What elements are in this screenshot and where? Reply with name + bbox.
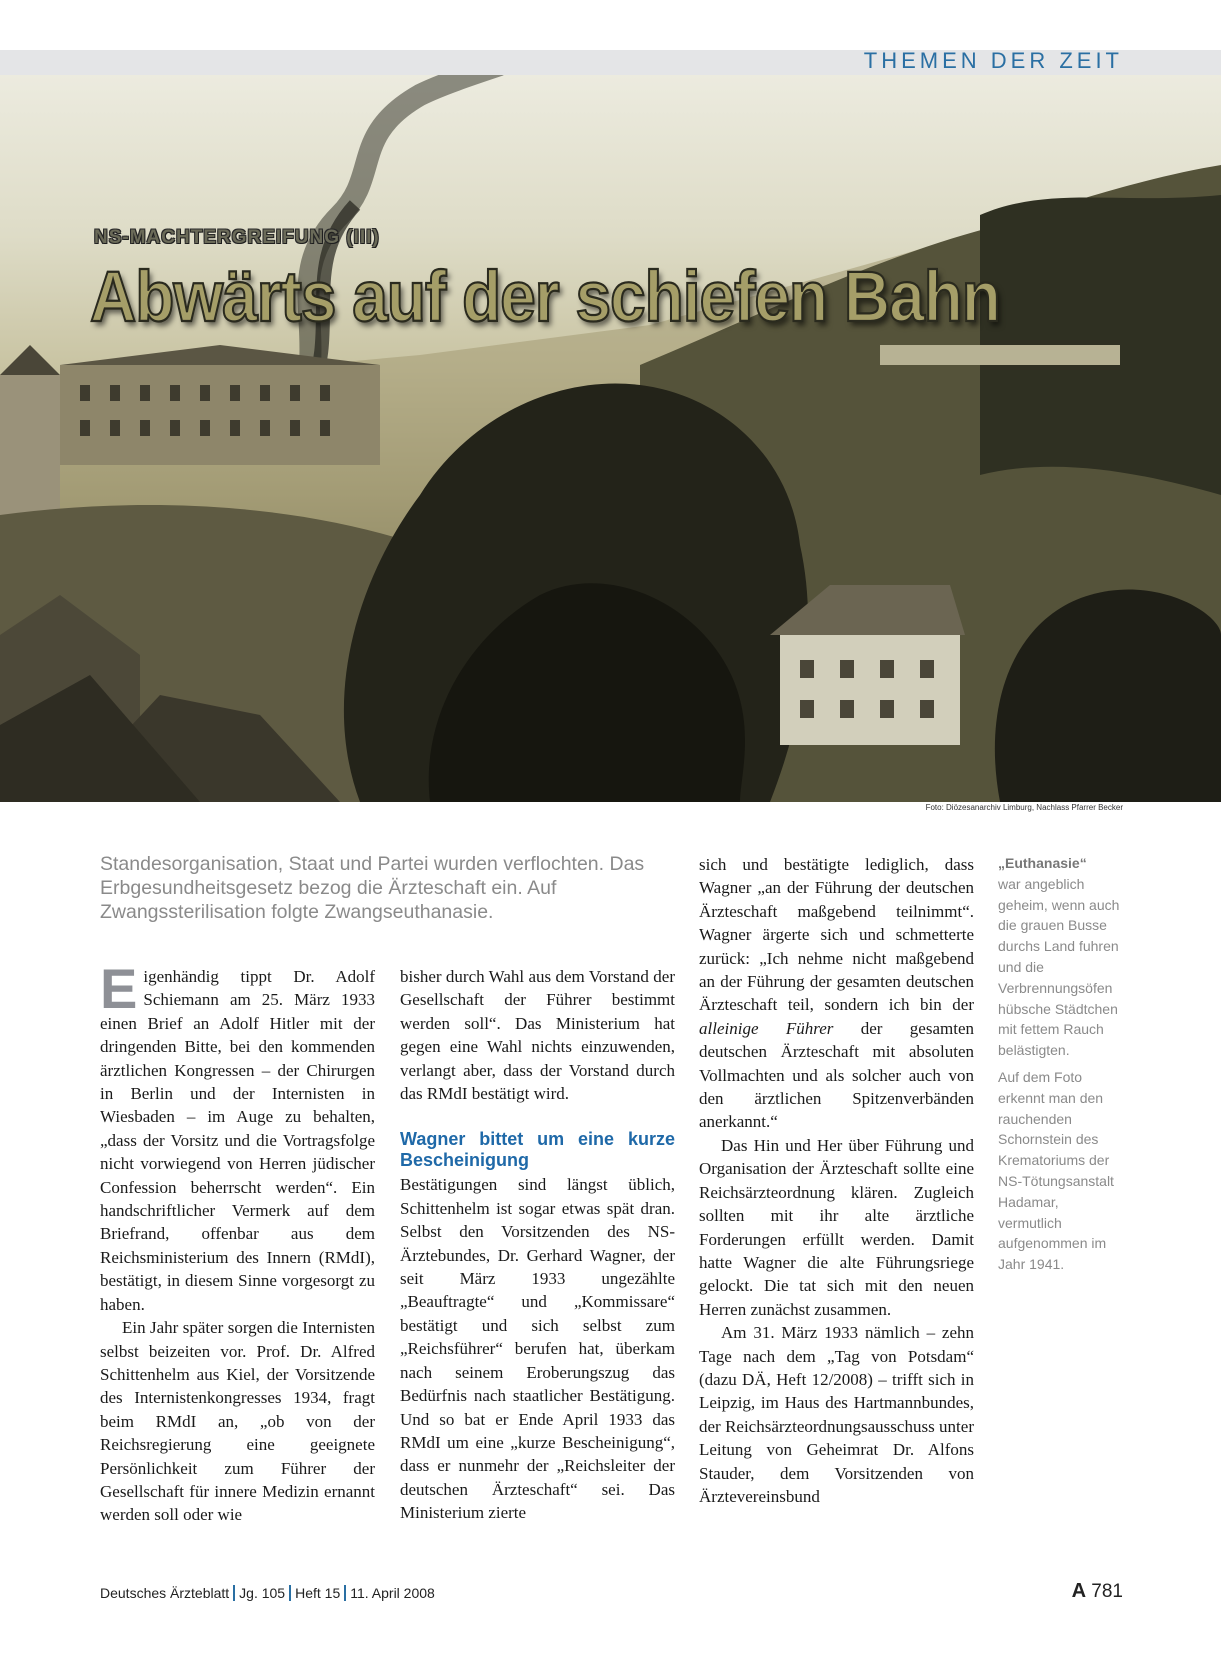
article-paragraph: Am 31. März 1933 nämlich – zehn Tage nach dem „Tag von Potsdam“ (dazu DÄ, Heft 12/2008) – trifft sich in Leipzig, im Haus des Hartmannbundes, der Reichsärzteordnungsausschuss unter Leitung von Geheimrat Dr. Alfons Stauder, dem Vorsitzenden von Ärztevereinsbund [699,1323,974,1506]
subheading: Wagner bittet um eine kurze Bescheinigung [400,1129,675,1171]
section-label: THEMEN DER ZEIT [863,48,1123,73]
article-paragraph: bisher durch Wahl aus dem Vorstand der Gesellschaft der Führer bestimmt werden soll“. Das Ministerium hat gegen eine Wahl nichts einzuwenden, verlangt aber, dass der Vorstand durch das RMdI bestätigt wird. [400,967,675,1104]
paragraph-text: sich und bestätigte lediglich, dass Wagner „an der Führung der deutschen Ärzteschaft maßgebend teilnimmt“. Wagner ärgerte sich und schmetterte zurück: „Ich nehme nicht maßgebend an der Führung der gesamten deutschen Ärzteschaft teil, sondern ich bin der [699,855,974,1015]
page-number [1072,1580,1123,1603]
drop-cap: E [100,957,138,1020]
footer-separator [344,1585,346,1601]
footer-separator [289,1585,291,1601]
article-column-1 [100,957,375,1527]
footer-separator [233,1585,235,1601]
footer-citation [100,1585,435,1601]
page-prefix: A [1071,1580,1087,1602]
hero-photo [0,75,1221,802]
sidebar-caption [998,853,1126,1281]
article-paragraph [699,853,974,1134]
page-number-value: 781 [1091,1581,1123,1602]
article-paragraph: Das Hin und Her über Führung und Organisation der Ärzteschaft sollte eine Reichsärzteordnung klären. Zugleich sollten mit ihr alte ärztliche Forderungen erfüllt werden. Damit hatte Wagner die alte Führungsriege gelockt. Die tat sich mit den neuen Herren zunächst zusammen. [699,1135,974,1319]
article-paragraph: Ein Jahr später sorgen die Internisten selbst beizeiten vor. Prof. Dr. Alfred Schittenhelm aus Kiel, der Vorsitzende des Internistenkongresses 1934, fragt beim RMdI an, „ob von der Reichsregierung eine geeignete Persönlichkeit zum Führer der Gesellschaft für innere Medizin ernannt werden soll oder wie [100,1318,375,1525]
journal-name: Deutsches Ärzteblatt [100,1585,230,1601]
hero-illustration [0,75,1221,802]
article-column-3 [699,853,974,1508]
lead-paragraph: Standesorganisation, Staat und Partei wurden verflochten. Das Erbgesundheitsgesetz bezog die Ärzteschaft ein. Auf Zwangssterilisation folgte Zwangseuthanasie. [100,853,645,923]
journal-date: 11. April 2008 [350,1585,435,1601]
paragraph-text: der gesamten deutschen Ärzteschaft mit absoluten Vollmachten und als solcher auch von den ärztlichen Spitzenverbänden anerkannt.“ [699,1018,974,1132]
kicker: NS-MACHTERGREIFUNG (III) [94,227,380,248]
article-paragraph [100,957,375,1316]
photo-credit: Foto: Diözesanarchiv Limburg, Nachlass Pfarrer Becker [925,803,1123,812]
sidebar-title: „Euthanasie“ [998,855,1087,871]
journal-volume: Jg. 105 [239,1585,286,1601]
headline: Abwärts auf der schiefen Bahn [90,256,1000,337]
journal-issue: Heft 15 [295,1585,341,1601]
sidebar-paragraph: war angeblich geheim, wenn auch die grauen Busse durchs Land fuhren und die Verbrennungsöfen hübsche Städtchen mit fettem Rauch belästigten. [998,875,1120,1059]
sidebar-paragraph: Auf dem Foto erkennt man den rauchenden Schornstein des Krematoriums der NS-Tötungsanstalt Hadamar, vermutlich aufgenommen im Jahr 1941. [998,1068,1114,1273]
article-column-2 [400,965,675,1525]
article-paragraph: Bestätigungen sind längst üblich, Schittenhelm ist sogar etwas spät dran. Selbst den Vorsitzenden des NS-Ärztebundes, Dr. Gerhard Wagner, der seit März 1933 ungezählte „Beauftragte“ und „Kommissare“ bestätigt und sich selbst zum „Reichsführer“ berufen hat, überkam nach seinem Eroberungszug das Bedürfnis nach staatlicher Bestätigung. Und so bat er Ende April 1933 das RMdI um eine „kurze Bescheinigung“, dass er nunmehr der „Reichsleiter der deutschen Ärzteschaft“ sei. Das Ministerium zierte [400,1175,675,1523]
paragraph-text: igenhändig tippt Dr. Adolf Schiemann am 25. März 1933 einen Brief an Adolf Hitler mit der dringenden Bitte, bei den kommenden ärztlichen Kongressen – der Chirurgen in Berlin und der Internisten in Wiesbaden – im Auge zu behalten, „dass der Vorsitz und die Vortragsfolge nicht vorwiegend von Herren jüdischer Confession beherrscht werden“. Ein handschriftlicher Vermerk auf dem Briefrand, offenbar aus dem Reichsministerium des Innern (RMdI), bestätigt, in diesem Sinne vorgesorgt zu haben. [100,967,375,1314]
emphasis-text: alleinige Führer [699,1018,834,1038]
